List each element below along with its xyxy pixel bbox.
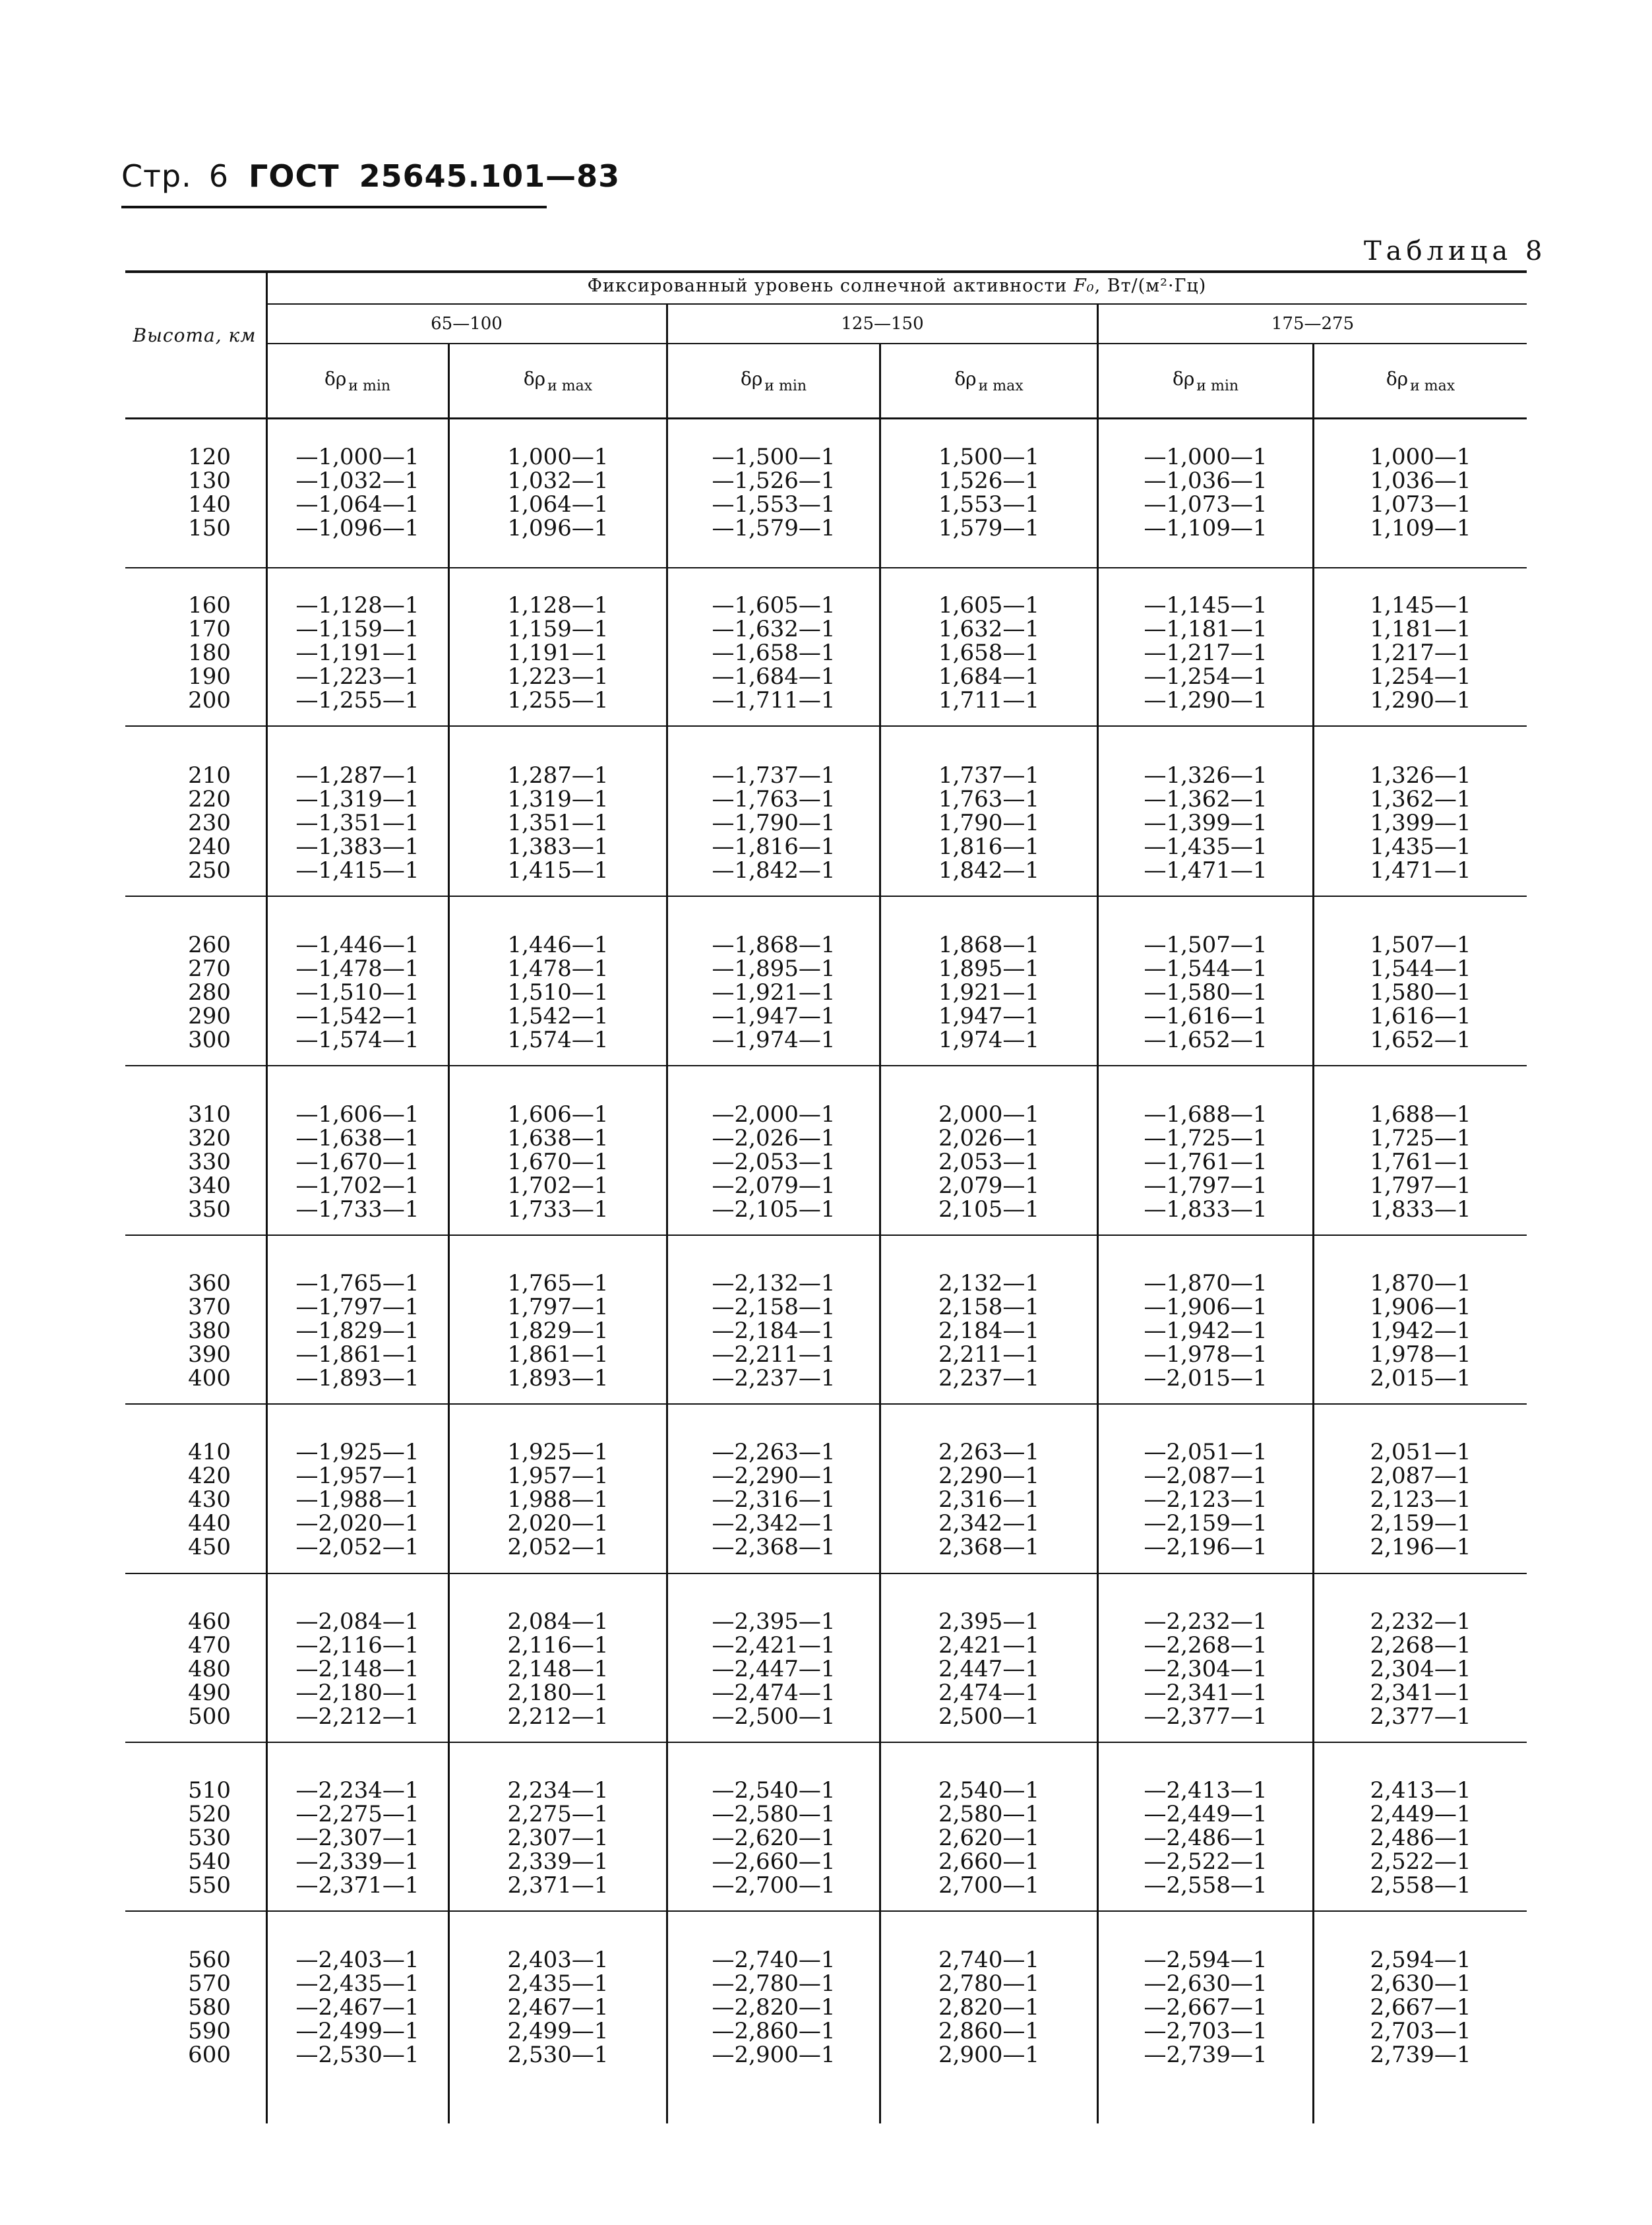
delta-rho-max-values: 1,737—1 1,763—1 1,790—1 1,816—1 1,842—1 xyxy=(938,762,1039,884)
delta-rho-max-values: 1,606—1 1,638—1 1,670—1 1,702—1 1,733—1 xyxy=(507,1101,609,1223)
height-values: 510 520 530 540 550 xyxy=(188,1777,231,1899)
delta-rho-max-values: 2,403—1 2,435—1 2,467—1 2,499—1 2,530—1 xyxy=(507,1947,609,2068)
delta-rho-max-values: 1,605—1 1,632—1 1,658—1 1,684—1 1,711—1 xyxy=(938,592,1039,714)
delta-rho-max-values: 2,051—1 2,087—1 2,123—1 2,159—1 2,196—1 xyxy=(1370,1439,1471,1560)
delta-rho-max-values: 1,326—1 1,362—1 1,399—1 1,435—1 1,471—1 xyxy=(1370,762,1471,884)
height-values: 210 220 230 240 250 xyxy=(188,762,231,884)
delta-rho-min-values: —2,132—1 —2,158—1 —2,184—1 —2,211—1 —2,237—1 xyxy=(712,1270,836,1391)
delta-rho-min-values: —1,128—1 —1,159—1 —1,191—1 —1,223—1 —1,255—1 xyxy=(295,592,419,714)
delta-rho-min-values: —1,326—1 —1,362—1 —1,399—1 —1,435—1 —1,471—1 xyxy=(1144,762,1268,884)
height-values: 310 320 330 340 350 xyxy=(188,1101,231,1223)
height-values: 460 470 480 490 500 xyxy=(188,1608,231,1730)
range-header-rule xyxy=(267,343,1527,344)
delta-rho-min-values: —1,925—1 —1,957—1 —1,988—1 —2,020—1 —2,052—1 xyxy=(295,1439,419,1560)
super-header-text: Фиксированный уровень солнечной активности xyxy=(587,276,1068,296)
column-subscript: и min xyxy=(764,378,807,394)
range-label: 65—100 xyxy=(431,314,503,334)
column-symbol: δρ xyxy=(1386,368,1409,390)
super-header xyxy=(267,276,1527,296)
column-subscript: и min xyxy=(348,378,391,394)
group-separator-rule xyxy=(125,1403,1527,1405)
delta-rho-min-values: —2,263—1 —2,290—1 —2,316—1 —2,342—1 —2,368—1 xyxy=(712,1439,836,1560)
page-number: 6 xyxy=(208,158,229,194)
delta-rho-max-values: 2,084—1 2,116—1 2,148—1 2,180—1 2,212—1 xyxy=(507,1608,609,1730)
delta-rho-max-values: 1,287—1 1,319—1 1,351—1 1,383—1 1,415—1 xyxy=(507,762,609,884)
page-header xyxy=(121,158,620,194)
super-header-symbol: F₀ xyxy=(1074,276,1095,296)
column-header-max xyxy=(1314,368,1527,394)
column-symbol: δρ xyxy=(740,368,763,390)
super-header-unit: , Вт/(м²·Гц) xyxy=(1094,276,1207,296)
group-separator-rule xyxy=(125,725,1527,727)
delta-rho-min-values: —2,051—1 —2,087—1 —2,123—1 —2,159—1 —2,196—1 xyxy=(1144,1439,1268,1560)
column-header-min xyxy=(1099,368,1312,394)
group-separator-rule xyxy=(125,1742,1527,1743)
delta-rho-min-values: —2,740—1 —2,780—1 —2,820—1 —2,860—1 —2,900—1 xyxy=(712,1947,836,2068)
group-separator-rule xyxy=(125,1910,1527,1912)
group-separator-rule xyxy=(125,1065,1527,1066)
column-subscript: и max xyxy=(547,378,593,394)
delta-rho-min-values: —1,500—1 —1,526—1 —1,553—1 —1,579—1 xyxy=(712,444,836,541)
column-header-max xyxy=(881,368,1097,394)
column-symbol: δρ xyxy=(324,368,347,390)
range-label: 175—275 xyxy=(1271,314,1355,334)
delta-rho-min-values: —2,540—1 —2,580—1 —2,620—1 —2,660—1 —2,700—1 xyxy=(712,1777,836,1899)
delta-rho-max-values: 1,500—1 1,526—1 1,553—1 1,579—1 xyxy=(938,444,1039,541)
delta-rho-max-values: 2,540—1 2,580—1 2,620—1 2,660—1 2,700—1 xyxy=(938,1777,1039,1899)
height-values: 160 170 180 190 200 xyxy=(188,592,231,714)
delta-rho-min-values: —2,594—1 —2,630—1 —2,667—1 —2,703—1 —2,739—1 xyxy=(1144,1947,1268,2068)
delta-rho-min-values: —2,232—1 —2,268—1 —2,304—1 —2,341—1 —2,377—1 xyxy=(1144,1608,1268,1730)
delta-rho-max-values: 1,868—1 1,895—1 1,921—1 1,947—1 1,974—1 xyxy=(938,932,1039,1053)
delta-rho-min-values: —2,234—1 —2,275—1 —2,307—1 —2,339—1 —2,371—1 xyxy=(295,1777,419,1899)
group-separator-rule xyxy=(125,567,1527,568)
range-label: 125—150 xyxy=(841,314,924,334)
delta-rho-min-values: —1,145—1 —1,181—1 —1,217—1 —1,254—1 —1,290—1 xyxy=(1144,592,1268,714)
delta-rho-min-values: —1,737—1 —1,763—1 —1,790—1 —1,816—1 —1,842—1 xyxy=(712,762,836,884)
delta-rho-max-values: 2,263—1 2,290—1 2,316—1 2,342—1 2,368—1 xyxy=(938,1439,1039,1560)
height-values: 410 420 430 440 450 xyxy=(188,1439,231,1560)
delta-rho-max-values: 1,870—1 1,906—1 1,942—1 1,978—1 2,015—1 xyxy=(1370,1270,1471,1391)
super-header-rule xyxy=(267,303,1527,305)
height-values: 560 570 580 590 600 xyxy=(188,1947,231,2068)
column-subscript: и max xyxy=(978,378,1024,394)
delta-rho-max-values: 2,740—1 2,780—1 2,820—1 2,860—1 2,900—1 xyxy=(938,1947,1039,2068)
column-symbol: δρ xyxy=(523,368,546,390)
delta-rho-min-values: —1,870—1 —1,906—1 —1,942—1 —1,978—1 —2,015—1 xyxy=(1144,1270,1268,1391)
delta-rho-max-values: 2,395—1 2,421—1 2,447—1 2,474—1 2,500—1 xyxy=(938,1608,1039,1730)
column-header-max xyxy=(450,368,666,394)
delta-rho-max-values: 2,594—1 2,630—1 2,667—1 2,703—1 2,739—1 xyxy=(1370,1947,1471,2068)
delta-rho-max-values: 1,128—1 1,159—1 1,191—1 1,223—1 1,255—1 xyxy=(507,592,609,714)
standard-number: 25645.101—83 xyxy=(359,158,621,194)
delta-rho-max-values: 1,925—1 1,957—1 1,988—1 2,020—1 2,052—1 xyxy=(507,1439,609,1560)
height-values: 120 130 140 150 xyxy=(188,444,231,541)
delta-rho-min-values: —1,605—1 —1,632—1 —1,658—1 —1,684—1 —1,711—1 xyxy=(712,592,836,714)
column-subscript: и min xyxy=(1196,378,1239,394)
delta-rho-min-values: —1,446—1 —1,478—1 —1,510—1 —1,542—1 —1,574—1 xyxy=(295,932,419,1053)
delta-rho-min-values: —2,084—1 —2,116—1 —2,148—1 —2,180—1 —2,212—1 xyxy=(295,1608,419,1730)
group-separator-rule xyxy=(125,1573,1527,1574)
delta-rho-max-values: 1,507—1 1,544—1 1,580—1 1,616—1 1,652—1 xyxy=(1370,932,1471,1053)
delta-rho-min-values: —2,403—1 —2,435—1 —2,467—1 —2,499—1 —2,530—1 xyxy=(295,1947,419,2068)
column-header-min xyxy=(668,368,879,394)
delta-rho-max-values: 1,000—1 1,036—1 1,073—1 1,109—1 xyxy=(1370,444,1471,541)
delta-rho-min-values: —1,000—1 —1,036—1 —1,073—1 —1,109—1 xyxy=(1144,444,1268,541)
delta-rho-min-values: —1,868—1 —1,895—1 —1,921—1 —1,947—1 —1,974—1 xyxy=(712,932,836,1053)
delta-rho-min-values: —1,287—1 —1,319—1 —1,351—1 —1,383—1 —1,415—1 xyxy=(295,762,419,884)
height-values: 360 370 380 390 400 xyxy=(188,1270,231,1391)
delta-rho-min-values: —1,765—1 —1,797—1 —1,829—1 —1,861—1 —1,893—1 xyxy=(295,1270,419,1391)
delta-rho-max-values: 2,413—1 2,449—1 2,486—1 2,522—1 2,558—1 xyxy=(1370,1777,1471,1899)
group-separator-rule xyxy=(125,1234,1527,1236)
delta-rho-max-values: 2,132—1 2,158—1 2,184—1 2,211—1 2,237—1 xyxy=(938,1270,1039,1391)
height-label: Высота, км xyxy=(133,324,257,346)
delta-rho-min-values: —2,413—1 —2,449—1 —2,486—1 —2,522—1 —2,558—1 xyxy=(1144,1777,1268,1899)
delta-rho-max-values: 2,000—1 2,026—1 2,053—1 2,079—1 2,105—1 xyxy=(938,1101,1039,1223)
column-header-rule xyxy=(125,417,1527,419)
table-caption: Таблица 8 xyxy=(1364,236,1547,266)
delta-rho-max-values: 2,232—1 2,268—1 2,304—1 2,341—1 2,377—1 xyxy=(1370,1608,1471,1730)
delta-rho-min-values: —1,688—1 —1,725—1 —1,761—1 —1,797—1 —1,833—1 xyxy=(1144,1101,1268,1223)
header-rule xyxy=(121,206,547,208)
delta-rho-max-values: 2,234—1 2,275—1 2,307—1 2,339—1 2,371—1 xyxy=(507,1777,609,1899)
delta-rho-min-values: —1,000—1 —1,032—1 —1,064—1 —1,096—1 xyxy=(295,444,419,541)
delta-rho-max-values: 1,688—1 1,725—1 1,761—1 1,797—1 1,833—1 xyxy=(1370,1101,1471,1223)
column-subscript: и max xyxy=(1410,378,1455,394)
group-separator-rule xyxy=(125,896,1527,897)
delta-rho-min-values: —2,000—1 —2,026—1 —2,053—1 —2,079—1 —2,105—1 xyxy=(712,1101,836,1223)
column-symbol: δρ xyxy=(1172,368,1195,390)
delta-rho-max-values: 1,765—1 1,797—1 1,829—1 1,861—1 1,893—1 xyxy=(507,1270,609,1391)
table-top-rule xyxy=(125,270,1527,273)
column-header-min xyxy=(267,368,448,394)
delta-rho-max-values: 1,145—1 1,181—1 1,217—1 1,254—1 1,290—1 xyxy=(1370,592,1471,714)
page-prefix: Стр. xyxy=(121,158,192,194)
delta-rho-min-values: —1,606—1 —1,638—1 —1,670—1 —1,702—1 —1,733—1 xyxy=(295,1101,419,1223)
column-symbol: δρ xyxy=(954,368,977,390)
delta-rho-min-values: —2,395—1 —2,421—1 —2,447—1 —2,474—1 —2,500—1 xyxy=(712,1608,836,1730)
delta-rho-min-values: —1,507—1 —1,544—1 —1,580—1 —1,616—1 —1,652—1 xyxy=(1144,932,1268,1053)
delta-rho-max-values: 1,446—1 1,478—1 1,510—1 1,542—1 1,574—1 xyxy=(507,932,609,1053)
delta-rho-max-values: 1,000—1 1,032—1 1,064—1 1,096—1 xyxy=(507,444,609,541)
height-values: 260 270 280 290 300 xyxy=(188,932,231,1053)
standard-label: ГОСТ xyxy=(249,158,340,194)
